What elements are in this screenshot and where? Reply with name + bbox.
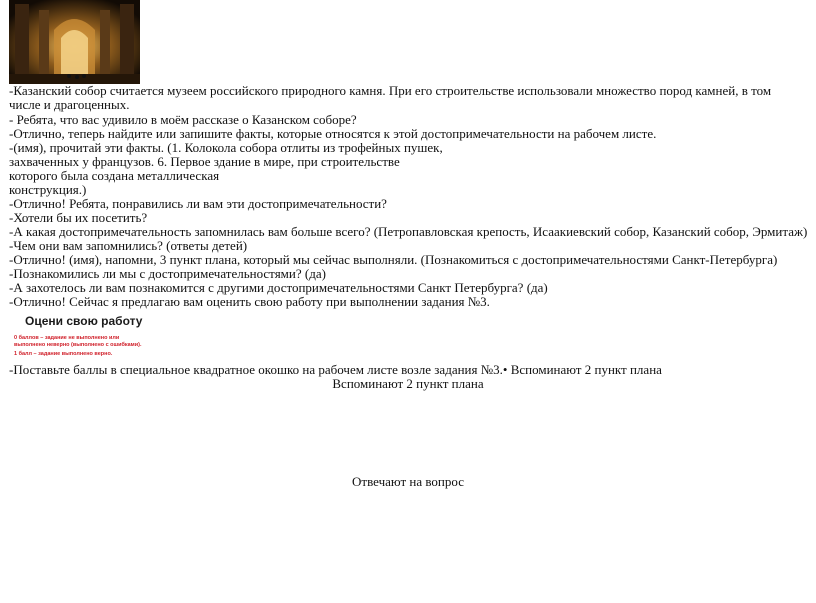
slide-heading: Оцени свою работу [25, 314, 143, 328]
student-response-1: Вспоминают 2 пункт плана [332, 376, 484, 391]
cathedral-interior-icon [9, 0, 140, 84]
paragraph-line-6: которого была создана металлическая [9, 168, 220, 183]
slide-criteria-line-1: 0 баллов – задание не выполнено или [14, 335, 120, 341]
slide-criteria-line-2: выполнено неверно (выполнено с ошибками). [14, 342, 142, 348]
bullet-icon: • [502, 362, 508, 377]
paragraph-line-7: конструкция.) [9, 182, 87, 197]
paragraph-line-2: - Ребята, что вас удивило в моём рассказе о Казанском соборе? [9, 112, 357, 127]
paragraph-line-10: -А какая достопримечательность запомнилась вам больше всего? (Петропавловская крепость, Исаакиевский собор, Казанский собор, Эрмитаж) [9, 224, 808, 239]
paragraph-line-8: -Отлично! Ребята, понравились ли вам эти достопримечательности? [9, 196, 387, 211]
paragraph-line-9: -Хотели бы их посетить? [9, 210, 148, 225]
student-response-2: Отвечают на вопрос [352, 474, 464, 489]
paragraph-line-13: -Познакомились ли мы с достопримечательностями? (да) [9, 266, 326, 281]
instruction-line [9, 363, 662, 377]
paragraph-line-11: -Чем они вам запомнились? (ответы детей) [9, 238, 248, 253]
paragraph-line-1: -Казанский собор считается музеем российского природного камня. При его строительстве использовали множество пород камней, в том числе и драгоценных. [9, 83, 772, 112]
cathedral-interior-photo [9, 0, 140, 84]
instruction-note: Вспоминают 2 пункт плана [507, 362, 662, 377]
paragraph-line-14: -А захотелось ли вам познакомится с другими достопримечательностями Санкт Петербурга? (да) [9, 280, 548, 295]
paragraph-line-5: захваченных у французов. 6. Первое здание в мире, при строительстве [9, 154, 400, 169]
paragraph-line-4: -(имя), прочитай эти факты. (1. Колокола собора отлиты из трофейных пушек, [9, 140, 443, 155]
instruction-text: -Поставьте баллы в специальное квадратное окошко на рабочем листе возле задания №3. [9, 362, 503, 377]
paragraph-line-3: -Отлично, теперь найдите или запишите факты, которые относятся к этой достопримечательности на рабочем листе. [9, 126, 657, 141]
slide-criteria-line-3: 1 балл – задание выполнено верно. [14, 351, 113, 357]
paragraph-line-15: -Отлично! Сейчас я предлагаю вам оценить свою работу при выполнении задания №3. [9, 294, 490, 309]
paragraph-line-12: -Отлично! (имя), напомни, 3 пункт плана, который мы сейчас выполняли. (Познакомиться с достопримечательностями Санкт-Петербурга) [9, 252, 778, 267]
